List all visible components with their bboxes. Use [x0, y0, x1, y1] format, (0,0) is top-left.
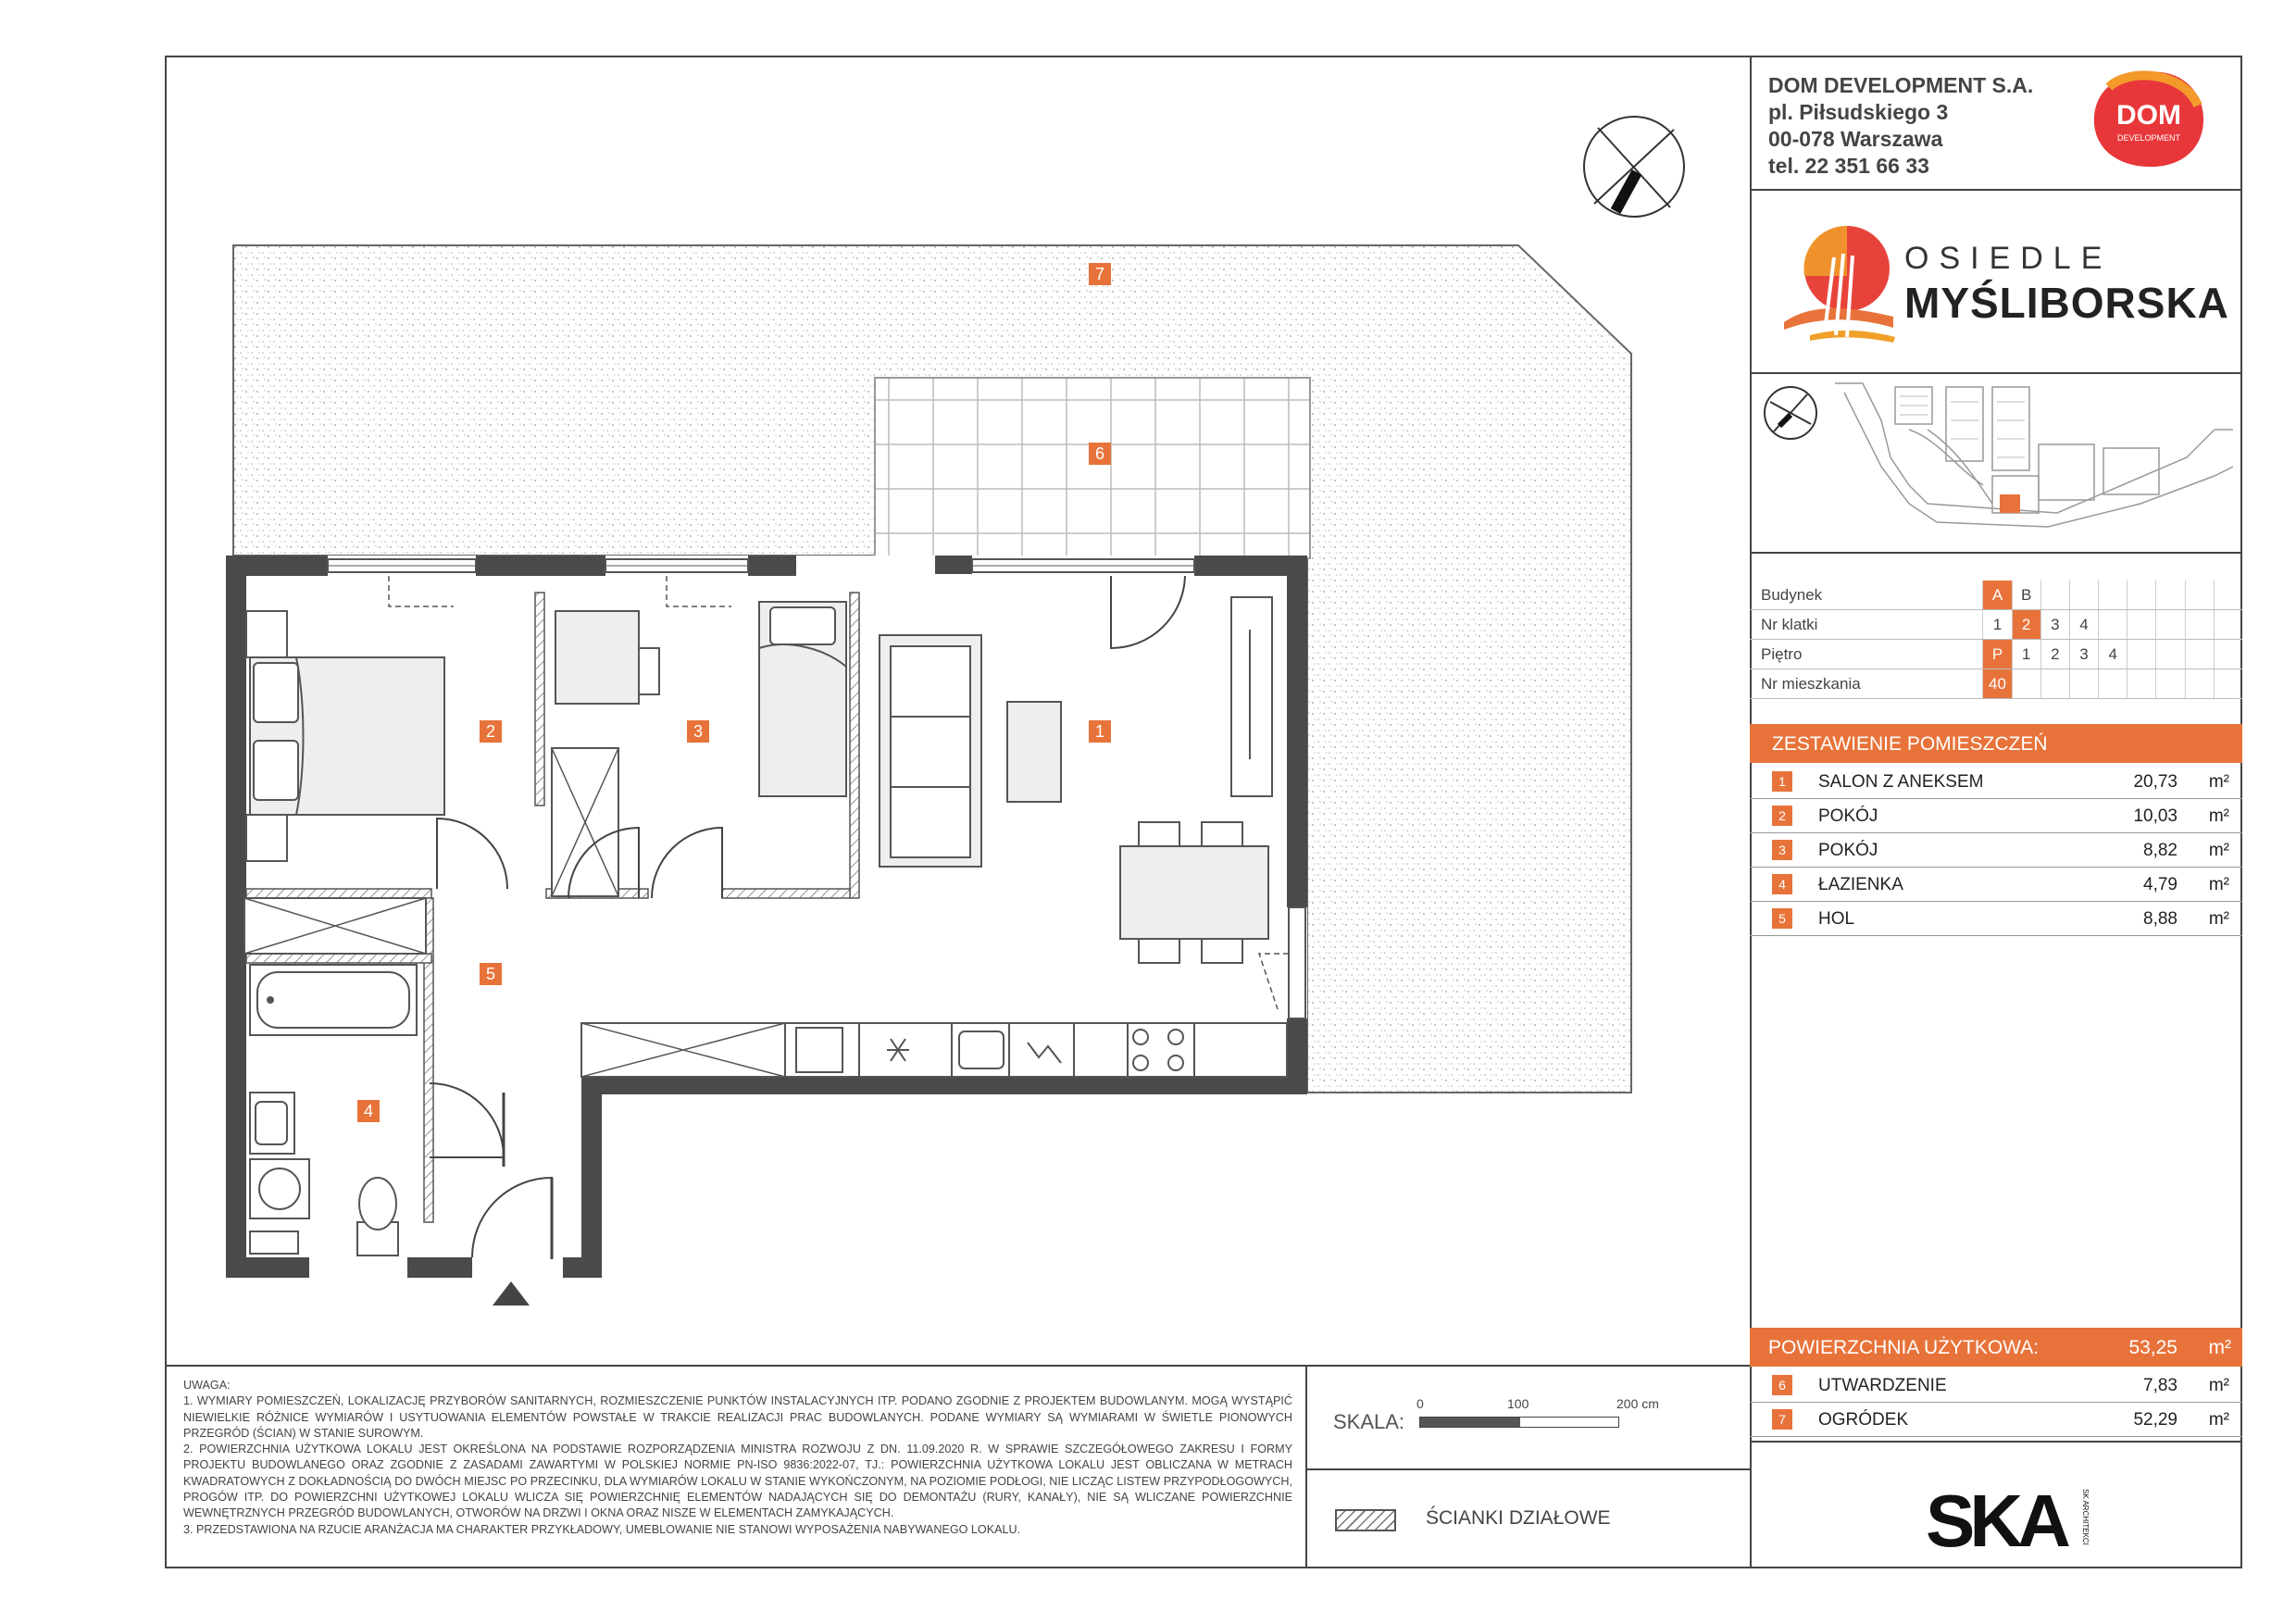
plan-label-room-6: 6: [1089, 443, 1111, 465]
floor-option-2: 2: [2040, 640, 2069, 669]
entrance-marker-icon: [493, 1281, 530, 1305]
partition-legend-label: ŚCIANKI DZIAŁOWE: [1426, 1507, 1611, 1529]
apartment-info-table: [1750, 581, 2242, 699]
extra-row: [1750, 1403, 2242, 1437]
toilet: [357, 1178, 398, 1255]
extra-area: 52,29: [2133, 1410, 2177, 1430]
kitchen-counter: [581, 1023, 1287, 1077]
note-item: 3. PRZEDSTAWIONA NA RZUCIE ARANŻACJA MA CHARAKTER PRZYKŁADOWY, UMEBLOWANIE NIE STANOWI WYPOSAŻENIA NABYWANEGO LOKALU.: [183, 1522, 1021, 1536]
apartment-row: [1750, 669, 2242, 699]
extra-number: 7: [1772, 1409, 1792, 1430]
room-area: 20,73: [2133, 772, 2177, 792]
building-option-b: B: [2012, 581, 2040, 610]
north-arrow-icon: [1584, 117, 1684, 217]
extra-name: UTWARDZENIE: [1818, 1376, 1947, 1395]
staircase-option-3: 3: [2040, 610, 2069, 640]
room-unit: m²: [2208, 772, 2229, 792]
notes-divider: [165, 1365, 1752, 1367]
usable-area-bar: [1750, 1328, 2242, 1367]
scale-label: SKALA:: [1333, 1410, 1405, 1433]
notes-title: UWAGA:: [183, 1379, 231, 1392]
room-name: SALON Z ANEKSEM: [1818, 772, 1984, 792]
extra-area: 7,83: [2143, 1376, 2177, 1395]
scale-legend-divider: [1305, 1468, 1750, 1470]
room-row: [1750, 833, 2242, 868]
plan-label-room-3: 3: [687, 720, 709, 743]
keyplan-highlight: [2000, 494, 2020, 513]
single-bed: [759, 602, 846, 796]
building-label: Budynek: [1750, 581, 1983, 610]
building-option-a: A: [1983, 581, 2012, 610]
room-area: 8,88: [2143, 909, 2177, 929]
extra-row: [1750, 1368, 2242, 1403]
floor-option-4: 4: [2099, 640, 2128, 669]
terrace-area: [875, 378, 1310, 558]
room-row: [1750, 765, 2242, 799]
extra-unit: m²: [2208, 1376, 2229, 1395]
svg-text:DEVELOPMENT: DEVELOPMENT: [2116, 133, 2181, 143]
sunset-logo-icon: [1782, 220, 1897, 344]
room-name: HOL: [1818, 909, 1855, 929]
floor-option-p: P: [1983, 640, 2012, 669]
notes-block: [183, 1378, 1292, 1538]
room-row: [1750, 868, 2242, 902]
room-unit: m²: [2208, 841, 2229, 860]
company-street: pl. Piłsudskiego 3: [1768, 100, 1949, 124]
building-row: [1750, 581, 2242, 610]
usable-area-label: POWIERZCHNIA UŻYTKOWA:: [1768, 1337, 2040, 1358]
plan-label-room-5: 5: [480, 963, 502, 985]
company-city: 00-078 Warszawa: [1768, 127, 1943, 151]
floor-option-1: 1: [2012, 640, 2040, 669]
architect-logo-sub: SK ARCHITEKCI: [2081, 1489, 2090, 1545]
staircase-option-1: 1: [1983, 610, 2012, 640]
room-unit: m²: [2208, 806, 2229, 826]
room-area: 10,03: [2133, 806, 2177, 826]
sink-icon: [959, 1031, 1004, 1068]
scale-tick-0: 0: [1416, 1396, 1424, 1411]
coffee-table: [1007, 702, 1061, 802]
scale-bar: [1419, 1417, 1619, 1428]
shaft: [250, 1231, 298, 1254]
project-logo: [1782, 220, 2227, 344]
plan-label-room-7: 7: [1089, 263, 1111, 285]
company-phone: tel. 22 351 66 33: [1768, 154, 1929, 178]
extra-number: 6: [1772, 1375, 1792, 1395]
scale-tick-200: 200 cm: [1616, 1396, 1659, 1411]
usable-area-unit: m²: [2208, 1337, 2231, 1358]
architect-logo-text: SKA: [1926, 1481, 2065, 1555]
room-number: 3: [1772, 840, 1792, 860]
rooms-header: [1750, 724, 2242, 763]
note-item: 2. POWIERZCHNIA UŻYTKOWA LOKALU JEST OKREŚLONA NA PODSTAWIE ROZPORZĄDZENIA MINISTRA ROZWOJU Z DN. 11.09.2020 R. W SPRAWIE SZCZEGÓŁOWEGO ZAKRESU I FORMY PROJEKTU BUDOWLANEGO ORAZ ZGODNIE Z ZASADAMI ZAWARTYMI W POLSKIEJ NORMIE PN-ISO 9836:2022-07, TJ.: POWIERZCHNIA UŻYTKOWA LOKALU JEST OBLICZANA W METRACH KWADRATOWYCH Z DOKŁADNOŚCIĄ DO DWÓCH MIEJSC PO PRZECINKU, DLA WYMIARÓW LOKALU W STANIE WYKOŃCZONYM, NA POZIOMIE PODŁOGI, NIE LICZĄC LISTEW PRZYPODŁOGOWYCH, PROGÓW ITP. DO POWIERZCHNI UŻYTKOWEJ LOKALU WLICZA SIĘ POWIERZCHNIĘ ELEMENTÓW NADAJĄCYCH SIĘ DO DEMONTAŻU (RURY, KANAŁY), NIE SĄ WLICZANE POWIERZCHNIE WEWNĘTRZNYCH PRZEGRÓD BUDOWLANYCH, OTWORÓW NA DRZWI I OKNA ORAZ NISZE W ELEMENTACH ZAMYKAJĄCYCH.: [183, 1443, 1292, 1520]
tv-unit: [1231, 597, 1272, 796]
room-unit: m²: [2208, 875, 2229, 894]
plan-label-room-1: 1: [1089, 720, 1111, 743]
project-name-line2: MYŚLIBORSKA: [1904, 279, 2229, 327]
room-row: [1750, 902, 2242, 936]
company-block: [1768, 72, 2033, 180]
apartment-number: 40: [1983, 669, 2012, 699]
header-divider: [1750, 189, 2242, 191]
washing-machine: [250, 1159, 309, 1218]
extras-bottom-divider: [1750, 1441, 2242, 1443]
svg-text:DOM: DOM: [2116, 100, 2181, 131]
room-name: POKÓJ: [1818, 806, 1878, 826]
architect-logo: [1924, 1481, 2100, 1555]
dom-development-logo: [2090, 69, 2207, 170]
usable-area-value: 53,25: [2128, 1337, 2177, 1358]
room-name: ŁAZIENKA: [1818, 875, 1903, 894]
room-area: 4,79: [2143, 875, 2177, 894]
apartment-label: Nr mieszkania: [1750, 669, 1983, 699]
key-plan: [1752, 374, 2240, 550]
keyplan-divider: [1750, 552, 2242, 554]
scale-tick-100: 100: [1507, 1396, 1529, 1411]
site-map-icon: [1835, 383, 2233, 527]
staircase-option-4: 4: [2069, 610, 2098, 640]
room-number: 2: [1772, 806, 1792, 826]
room-number: 4: [1772, 874, 1792, 894]
notes-scale-divider: [1305, 1365, 1307, 1568]
bathtub: [250, 965, 417, 1035]
washbasin: [250, 1093, 294, 1154]
floor-row: [1750, 640, 2242, 669]
staircase-option-2: 2: [2012, 610, 2040, 640]
room-row: [1750, 799, 2242, 833]
plan-label-room-2: 2: [480, 720, 502, 743]
note-item: 1. WYMIARY POMIESZCZEŃ, LOKALIZACJĘ PRZYBORÓW SANITARNYCH, ROZMIESZCZENIE PUNKTÓW INSTALACYJNYCH ITP. PODANO ZGODNIE Z PROJEKTEM BUDOWLANYM. MOGĄ WYSTĄPIĆ NIEWIELKIE RÓŻNICE WYMIARÓW I USYTUOWANIA ELEMENTÓW POWSTAŁE W TRAKCIE REALIZACJI PRAC BUDOWLANYCH. PODANE WYMIARY SĄ WYMIARAMI W ŚWIETLE PIONOWYCH PRZEGRÓD (ŚCIAN) W STANIE SUROWYM.: [183, 1394, 1292, 1440]
room-name: POKÓJ: [1818, 841, 1878, 860]
project-name-line1: OSIEDLE: [1904, 241, 2113, 276]
extra-name: OGRÓDEK: [1818, 1410, 1909, 1430]
plan-label-room-4: 4: [357, 1100, 380, 1122]
room-number: 1: [1772, 771, 1792, 792]
room-unit: m²: [2208, 909, 2229, 929]
staircase-row: [1750, 610, 2242, 640]
staircase-label: Nr klatki: [1750, 610, 1983, 640]
rooms-header-title: ZESTAWIENIE POMIESZCZEŃ: [1772, 733, 2048, 755]
company-name: DOM DEVELOPMENT S.A.: [1768, 73, 2034, 97]
floor-label: Piętro: [1750, 640, 1983, 669]
floor-option-3: 3: [2069, 640, 2098, 669]
room-area: 8,82: [2143, 841, 2177, 860]
extra-unit: m²: [2208, 1410, 2229, 1430]
double-bed: [250, 657, 444, 815]
partition-hatch-swatch: [1335, 1509, 1396, 1531]
room-number: 5: [1772, 908, 1792, 929]
sofa: [880, 635, 981, 867]
